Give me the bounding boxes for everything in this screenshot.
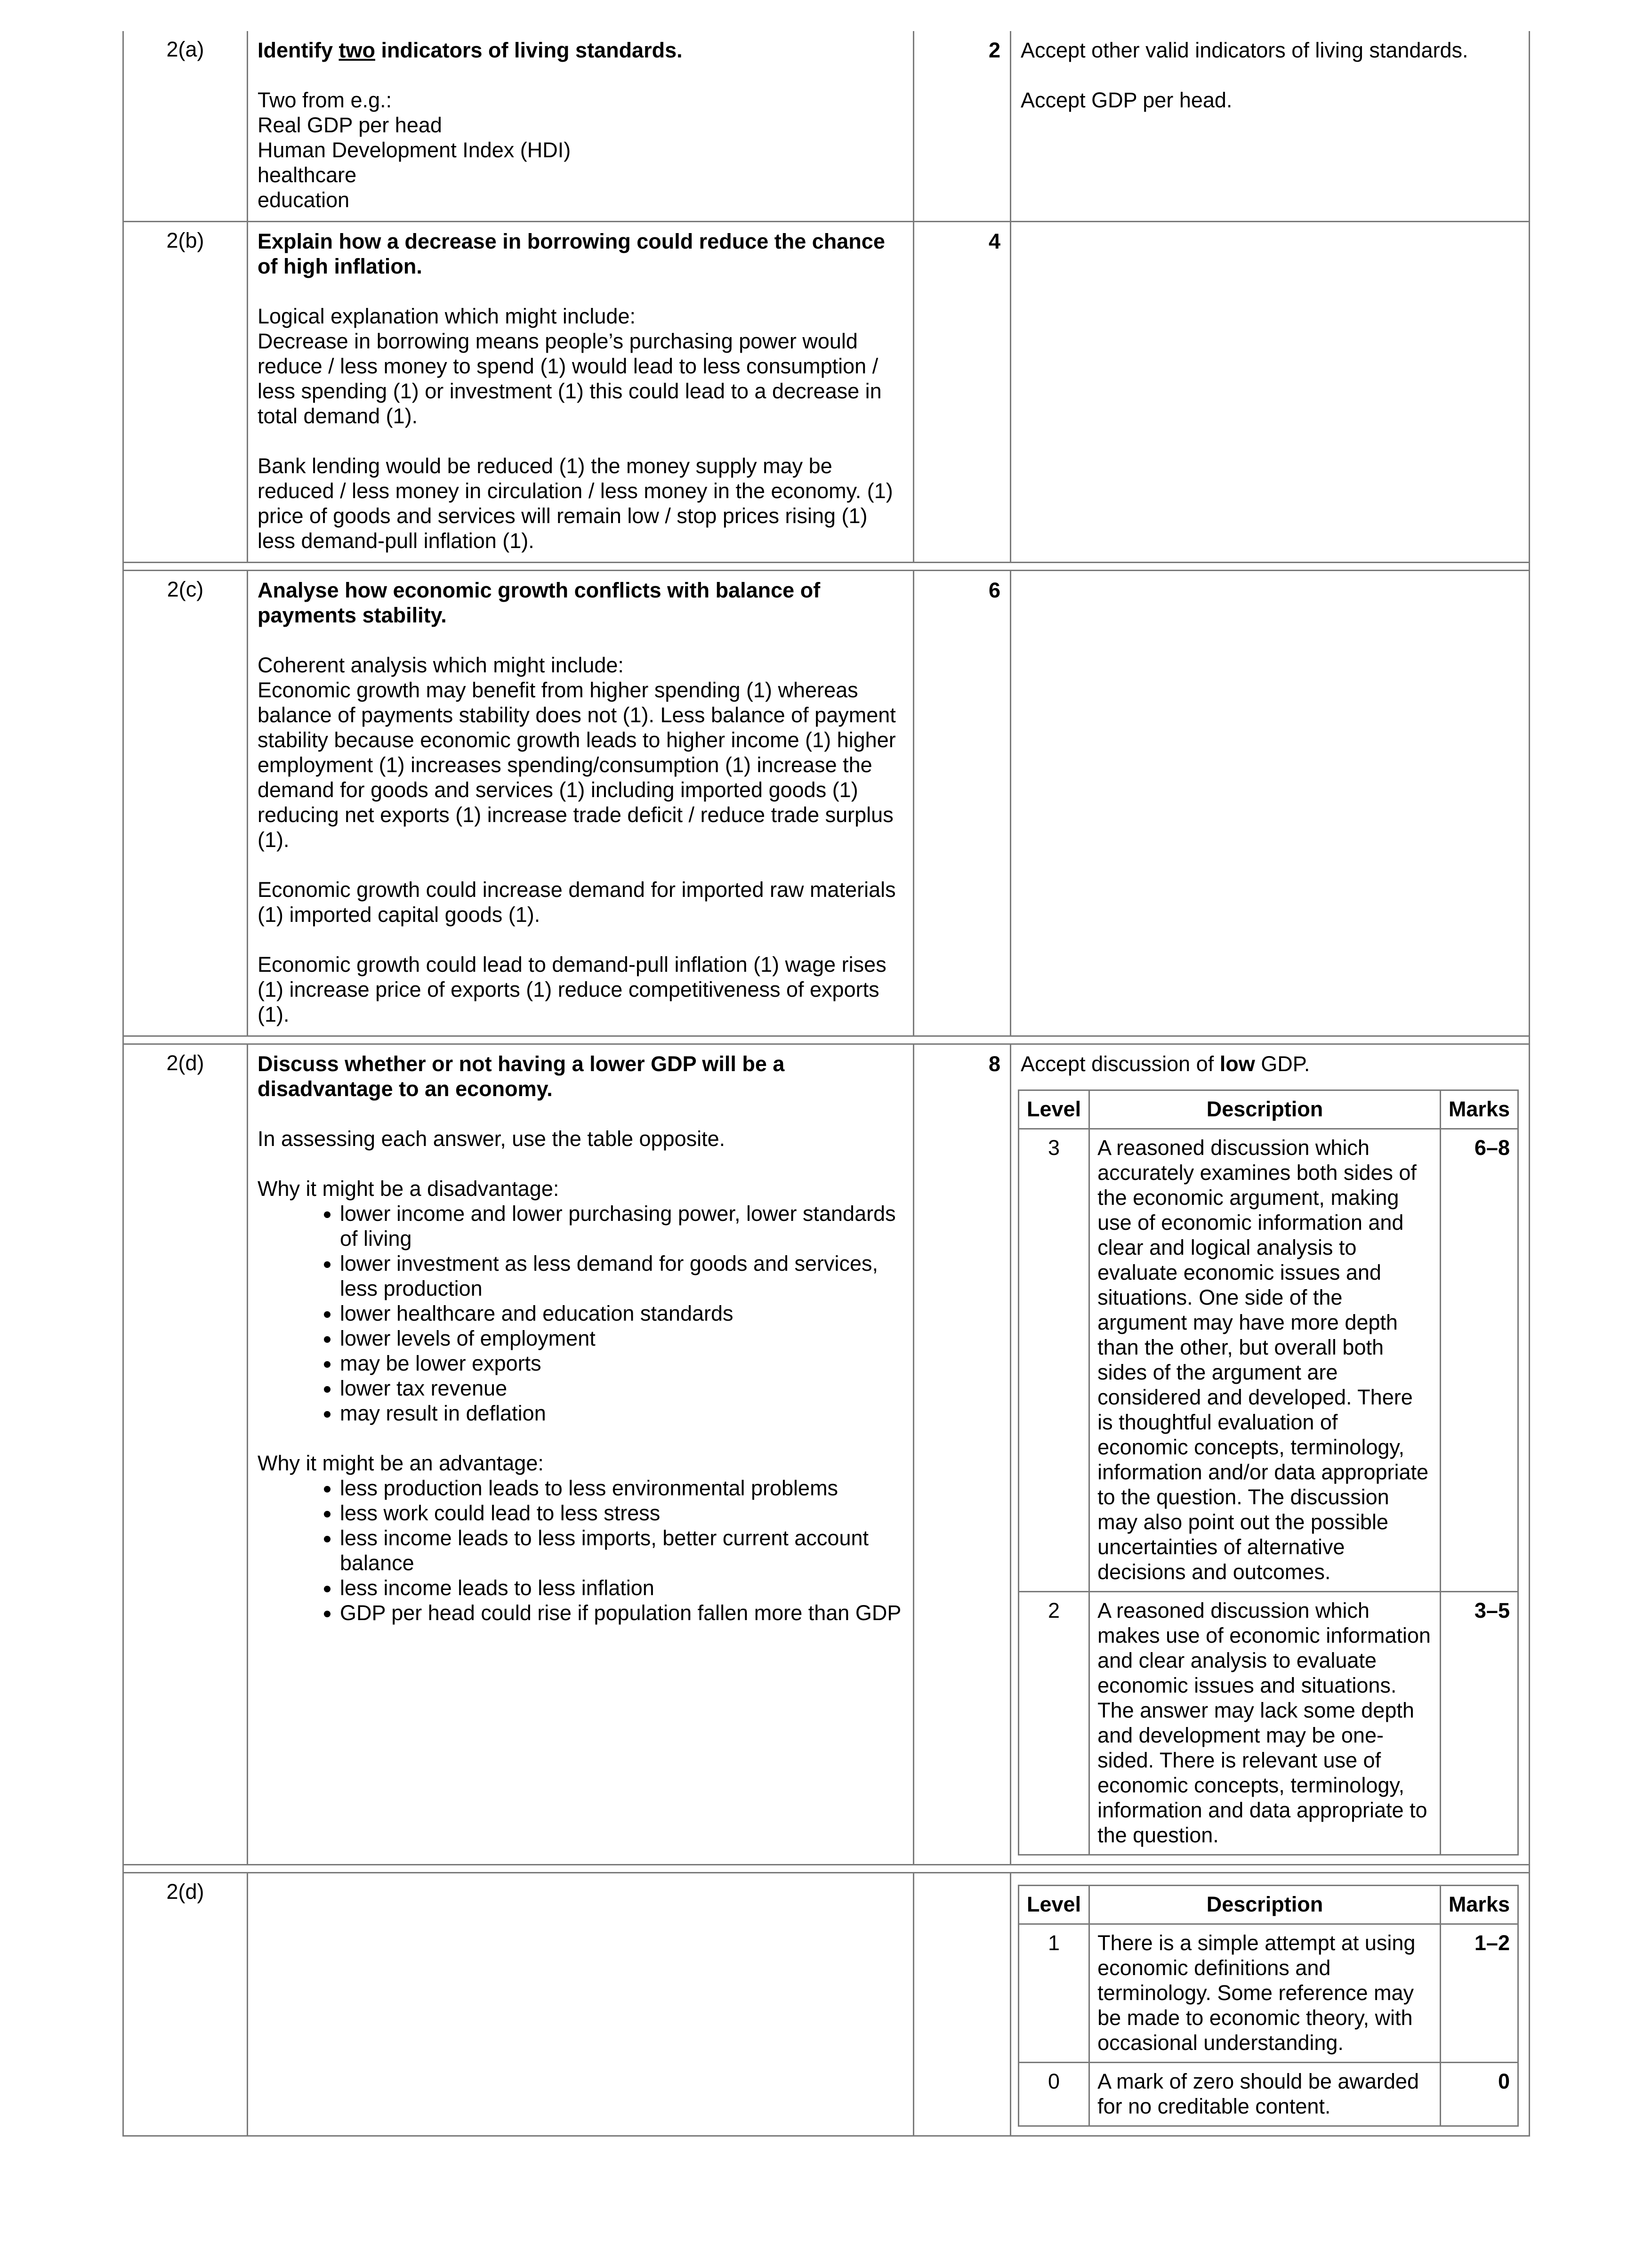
question-row-2d bbox=[122, 1043, 1530, 1865]
table-row bbox=[1019, 2063, 1518, 2126]
guidance-cell bbox=[1011, 1873, 1531, 2135]
list-item: • less production leads to less environmental problems bbox=[340, 1476, 903, 1501]
answer-cell bbox=[248, 1045, 914, 1864]
question-title: Identify two indicators of living standards. bbox=[258, 38, 683, 62]
mark-scheme-page bbox=[122, 31, 1530, 2137]
level-number: 0 bbox=[1019, 2063, 1089, 2126]
answer-paragraph: Coherent analysis which might include: Economic growth may benefit from higher spending (1) whereas balance of payments stability does not (1). Less balance of payment stability because economic growth leads to higher income (1) higher employment (1) increases spending/consumption (1) increase the demand for goods and services (1) including imported goods (1) reducing net exports (1) increase trade deficit / reduce trade surplus (1). bbox=[258, 653, 896, 852]
advantage-heading: Why it might be an advantage: bbox=[258, 1451, 544, 1475]
answer-line: education bbox=[258, 188, 350, 212]
question-row-2a bbox=[122, 31, 1530, 222]
marks-value: 8 bbox=[914, 1045, 1011, 1864]
disadvantage-list bbox=[258, 1201, 903, 1426]
level-number: 2 bbox=[1019, 1592, 1089, 1855]
list-item: • lower income and lower purchasing power, lower standards of living bbox=[340, 1201, 903, 1251]
level-number: 1 bbox=[1019, 1924, 1089, 2063]
question-number: 2(b) bbox=[124, 222, 248, 562]
table-row bbox=[1019, 1129, 1518, 1592]
level-descriptor-table bbox=[1018, 1089, 1519, 1856]
answer-paragraph: Economic growth could increase demand for imported raw materials (1) imported capital goods (1). bbox=[258, 878, 896, 927]
list-item: • lower healthcare and education standards bbox=[340, 1301, 903, 1326]
question-title: Explain how a decrease in borrowing could reduce the chance of high inflation. bbox=[258, 229, 885, 278]
answer-cell bbox=[248, 222, 914, 562]
question-title: Discuss whether or not having a lower GDP will be a disadvantage to an economy. bbox=[258, 1052, 785, 1101]
level-descriptor-table bbox=[1018, 1885, 1519, 2127]
list-item: • less income leads to less imports, better current account balance bbox=[340, 1525, 903, 1575]
row-gap bbox=[122, 1037, 1530, 1043]
table-row bbox=[1019, 1924, 1518, 2063]
header-marks: Marks bbox=[1440, 1886, 1518, 1924]
guidance-text: Accept discussion of low GDP. bbox=[1021, 1052, 1310, 1076]
level-marks: 1–2 bbox=[1440, 1924, 1518, 2063]
answer-line: Two from e.g.: bbox=[258, 88, 392, 112]
marks-value: 6 bbox=[914, 571, 1011, 1035]
list-item: • GDP per head could rise if population fallen more than GDP bbox=[340, 1600, 903, 1625]
guidance-cell bbox=[1011, 1045, 1531, 1864]
list-item: • less income leads to less inflation bbox=[340, 1575, 903, 1600]
question-number: 2(d) bbox=[124, 1873, 248, 2135]
answer-cell bbox=[248, 31, 914, 221]
level-description: There is a simple attempt at using economic definitions and terminology. Some reference may be made to economic theory, with occasional understanding. bbox=[1089, 1924, 1441, 2063]
table-header-row bbox=[1019, 1886, 1518, 1924]
marks-value bbox=[914, 1873, 1011, 2135]
list-item: • may result in deflation bbox=[340, 1401, 903, 1426]
guidance-cell bbox=[1011, 31, 1531, 221]
marks-value: 4 bbox=[914, 222, 1011, 562]
level-marks: 6–8 bbox=[1440, 1129, 1518, 1592]
list-item: • lower tax revenue bbox=[340, 1376, 903, 1401]
header-level: Level bbox=[1019, 1090, 1089, 1129]
answer-intro: In assessing each answer, use the table opposite. bbox=[258, 1127, 725, 1151]
level-number: 3 bbox=[1019, 1129, 1089, 1592]
answer-line: healthcare bbox=[258, 163, 357, 187]
question-title: Analyse how economic growth conflicts with balance of payments stability. bbox=[258, 578, 821, 627]
answer-paragraph: Bank lending would be reduced (1) the money supply may be reduced / less money in circulation / less money in the economy. (1) price of goods and services will remain low / stop prices rising (1) less demand-pull inflation (1). bbox=[258, 454, 893, 553]
guidance-text: Accept other valid indicators of living standards. bbox=[1021, 38, 1468, 62]
list-item: • lower investment as less demand for goods and services, less production bbox=[340, 1251, 903, 1301]
list-item: • may be lower exports bbox=[340, 1351, 903, 1376]
question-row-2c bbox=[122, 570, 1530, 1037]
question-number: 2(c) bbox=[124, 571, 248, 1035]
table-header-row bbox=[1019, 1090, 1518, 1129]
header-level: Level bbox=[1019, 1886, 1089, 1924]
list-item: • less work could lead to less stress bbox=[340, 1501, 903, 1525]
guidance-cell bbox=[1011, 571, 1531, 1035]
guidance-text: Accept GDP per head. bbox=[1021, 88, 1233, 112]
answer-line: Human Development Index (HDI) bbox=[258, 138, 571, 162]
answer-paragraph: Logical explanation which might include: Decrease in borrowing means people’s purchasing power would reduce / less money to spend (1) would lead to less consumption / less spending (1) or investment (1) this could lead to a decrease in total demand (1). bbox=[258, 304, 882, 428]
level-description: A reasoned discussion which accurately examines both sides of the economic argument, making use of economic information and clear and logical analysis to evaluate economic issues and situations. One side of the argument may have more depth than the other, but overall both sides of the argument are considered and developed. There is thoughtful evaluation of economic concepts, terminology, information and/or data appropriate to the question. The discussion may also point out the possible uncertainties of alternative decisions and outcomes. bbox=[1089, 1129, 1441, 1592]
answer-paragraph: Economic growth could lead to demand-pull inflation (1) wage rises (1) increase price of exports (1) reduce competitiveness of exports (1). bbox=[258, 952, 886, 1026]
header-description: Description bbox=[1089, 1886, 1441, 1924]
answer-cell bbox=[248, 1873, 914, 2135]
question-row-2b bbox=[122, 222, 1530, 563]
question-number: 2(a) bbox=[124, 31, 248, 221]
header-marks: Marks bbox=[1440, 1090, 1518, 1129]
answer-line: Real GDP per head bbox=[258, 113, 442, 137]
level-marks: 0 bbox=[1440, 2063, 1518, 2126]
disadvantage-heading: Why it might be a disadvantage: bbox=[258, 1177, 559, 1201]
row-gap bbox=[122, 563, 1530, 570]
marks-value: 2 bbox=[914, 31, 1011, 221]
header-description: Description bbox=[1089, 1090, 1441, 1129]
row-gap bbox=[122, 1865, 1530, 1872]
level-description: A reasoned discussion which makes use of economic information and clear analysis to evaluate economic issues and situations. The answer may lack some depth and development may be one-sided. There is relevant use of economic concepts, terminology, information and data appropriate to the question. bbox=[1089, 1592, 1441, 1855]
level-description: A mark of zero should be awarded for no creditable content. bbox=[1089, 2063, 1441, 2126]
list-item: • lower levels of employment bbox=[340, 1326, 903, 1351]
level-marks: 3–5 bbox=[1440, 1592, 1518, 1855]
question-row-2d-continued bbox=[122, 1872, 1530, 2137]
table-row bbox=[1019, 1592, 1518, 1855]
answer-cell bbox=[248, 571, 914, 1035]
question-number: 2(d) bbox=[124, 1045, 248, 1864]
advantage-list bbox=[258, 1476, 903, 1625]
guidance-cell bbox=[1011, 222, 1531, 562]
